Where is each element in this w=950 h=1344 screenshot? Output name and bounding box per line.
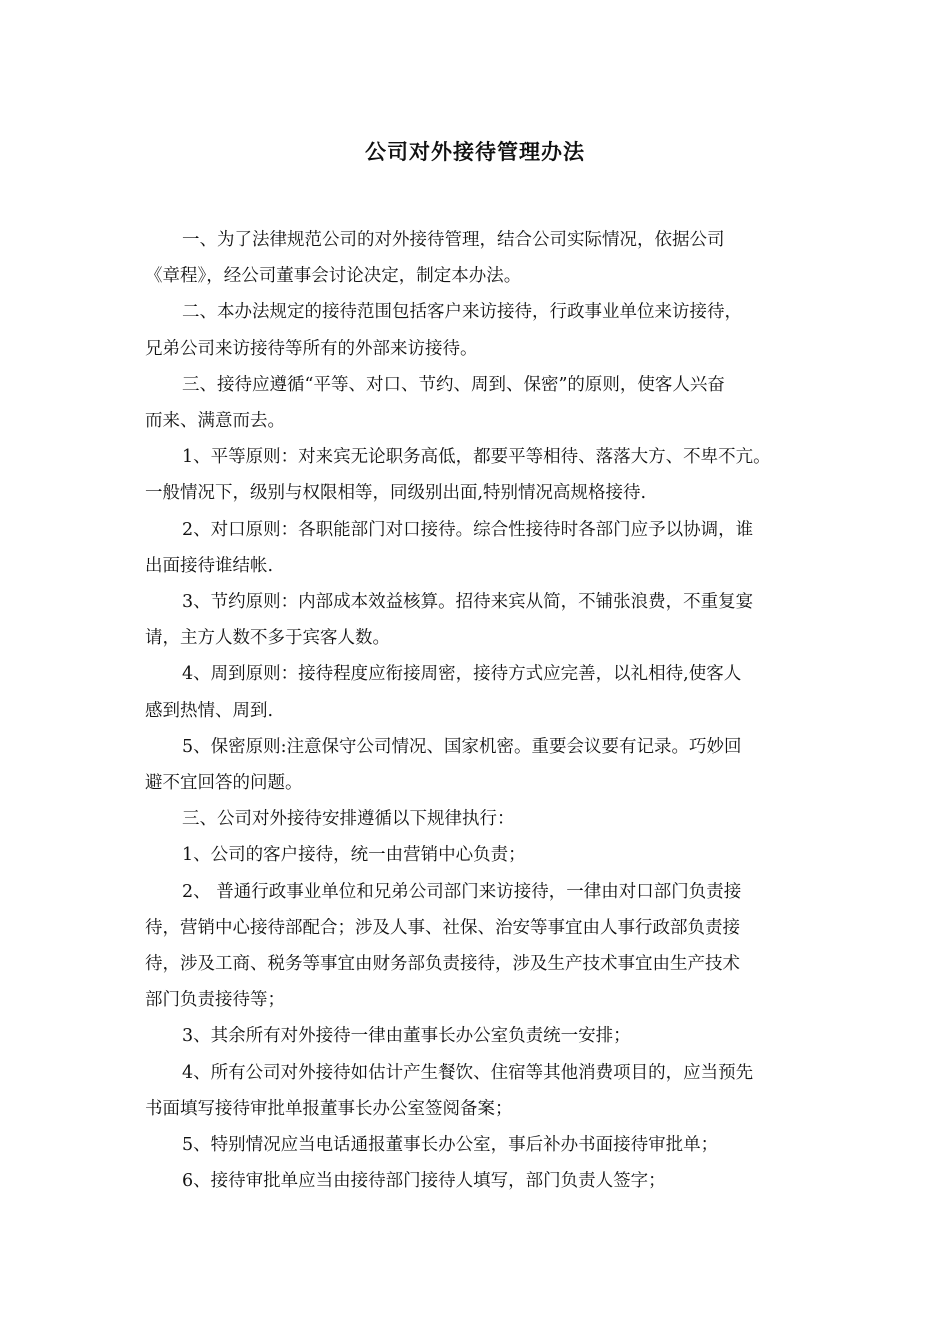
text-line: 1、公司的客户接待，统一由营销中心负责；: [182, 845, 526, 866]
text-line: 待，涉及工商、税务等事宜由财务部负责接待，涉及生产技术事宜由生产技术: [145, 954, 740, 975]
text-line: 一般情况下，级别与权限相等，同级别出面,特别情况高规格接待.: [145, 483, 647, 504]
text-line: 三、公司对外接待安排遵循以下规律执行：: [182, 809, 515, 830]
text-line: 请，主方人数不多于宾客人数。: [145, 628, 390, 649]
text-line: 一、为了法律规范公司的对外接待管理，结合公司实际情况，依据公司: [182, 230, 725, 250]
paragraph: [145, 222, 815, 294]
text-line: 《章程》，经公司董事会讨论决定，制定本办法。: [145, 266, 522, 287]
text-line: 二、本办法规定的接待范围包括客户来访接待，行政事业单位来访接待，: [182, 302, 742, 323]
text-line: 2、 普通行政事业单位和兄弟公司部门来访接待，一律由对口部门负责接: [182, 881, 742, 902]
text-line: 部门负责接待等；: [145, 990, 285, 1011]
paragraph: [145, 294, 815, 366]
text-line: 1、平等原则：对来宾无论职务高低，都要平等相待、落落大方、不卑不亢。: [182, 447, 771, 468]
paragraph: [145, 656, 815, 728]
paragraph: [145, 439, 815, 511]
document-title: 公司对外接待管理办法: [365, 140, 585, 164]
paragraph: [145, 729, 815, 801]
text-line: 3、节约原则：内部成本效益核算。招待来宾从简，不铺张浪费，不重复宴: [182, 592, 754, 613]
text-line: 而来、满意而去。: [145, 411, 285, 432]
text-line: 4、周到原则：接待程度应衔接周密，接待方式应完善，以礼相待,使客人: [182, 664, 742, 685]
paragraph: [145, 367, 815, 439]
text-line: 三、接待应遵循“平等、对口、节约、周到、保密”的原则，使客人兴奋: [182, 374, 725, 395]
paragraph: [145, 1055, 815, 1127]
paragraph: [145, 512, 815, 584]
paragraph: [145, 874, 815, 1019]
paragraph: [145, 1127, 815, 1163]
text-line: 感到热情、周到.: [145, 700, 274, 721]
document-body: [145, 222, 815, 1199]
text-line: 2、对口原则：各职能部门对口接待。综合性接待时各部门应予以协调，谁: [182, 519, 754, 540]
text-line: 避不宜回答的问题。: [145, 773, 303, 794]
paragraph: [145, 1018, 815, 1054]
text-line: 6、接待审批单应当由接待部门接待人填写，部门负责人签字；: [182, 1171, 666, 1192]
text-line: 5、保密原则:注意保守公司情况、国家机密。重要会议要有记录。巧妙回: [182, 736, 742, 757]
text-line: 书面填写接待审批单报董事长办公室签阅备案；: [145, 1098, 513, 1119]
paragraph: [145, 1163, 815, 1199]
paragraph: [145, 837, 815, 873]
text-line: 4、所有公司对外接待如估计产生餐饮、住宿等其他消费项目的，应当预先: [182, 1062, 754, 1083]
paragraph: [145, 801, 815, 837]
text-line: 5、特别情况应当电话通报董事长办公室，事后补办书面接待审批单；: [182, 1135, 719, 1156]
text-line: 出面接待谁结帐.: [145, 555, 274, 576]
text-line: 待，营销中心接待部配合；涉及人事、社保、治安等事宜由人事行政部负责接: [145, 917, 740, 938]
text-line: 3、其余所有对外接待一律由董事长办公室负责统一安排；: [182, 1026, 631, 1047]
paragraph: [145, 584, 815, 656]
text-line: 兄弟公司来访接待等所有的外部来访接待。: [145, 338, 478, 359]
